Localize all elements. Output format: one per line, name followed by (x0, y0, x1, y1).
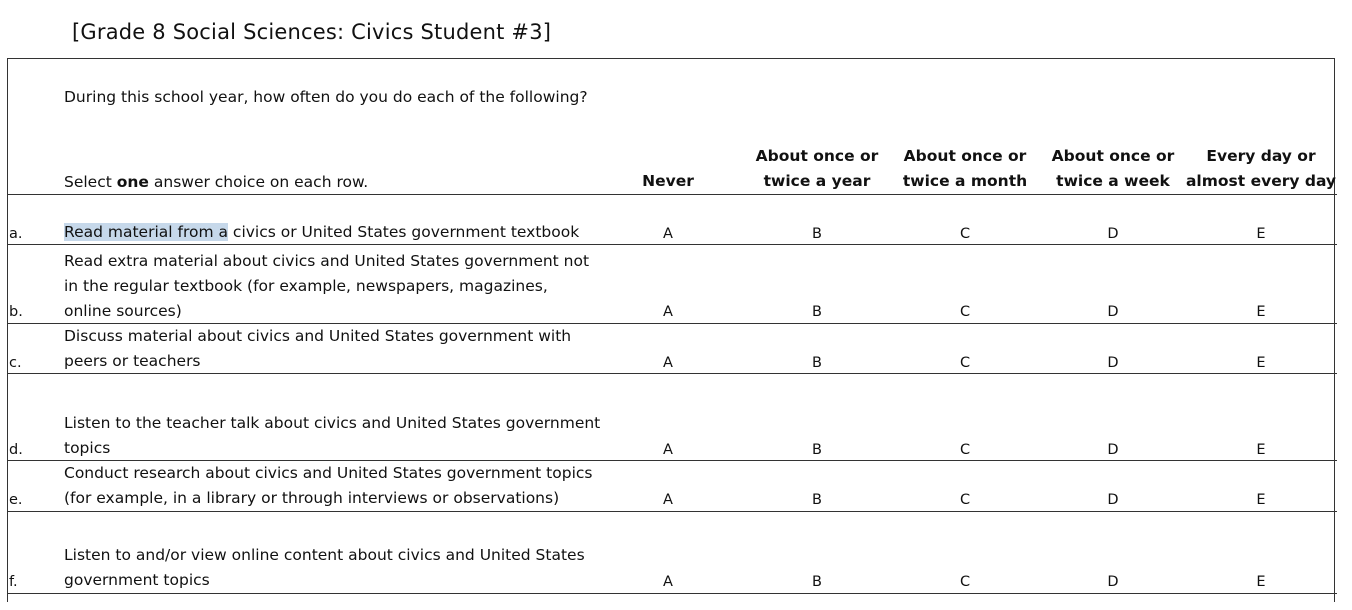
answer-choice-b-d[interactable]: D (1107, 304, 1119, 320)
column-header-week (1052, 144, 1175, 194)
answer-choice-e-c[interactable]: C (959, 492, 971, 508)
row-text-c (64, 324, 624, 374)
answer-choice-e-b[interactable]: B (812, 492, 822, 508)
answer-choice-f-e[interactable]: E (1256, 574, 1266, 590)
answer-choice-b-c[interactable]: C (959, 304, 971, 320)
column-header-day (1186, 144, 1336, 194)
row-divider-f (7, 593, 1337, 594)
answer-choice-d-a[interactable]: A (663, 442, 673, 458)
answer-choice-a-d[interactable]: D (1107, 226, 1119, 242)
answer-choice-e-e[interactable]: E (1256, 492, 1266, 508)
question-text: During this school year, how often do you do each of the following? (64, 88, 588, 106)
answer-choice-d-d[interactable]: D (1107, 442, 1119, 458)
answer-choice-c-e[interactable]: E (1256, 355, 1266, 371)
row-text-f (64, 543, 624, 593)
answer-choice-f-b[interactable]: B (812, 574, 822, 590)
row-text-line: (for example, in a library or through interviews or observations) (64, 489, 560, 507)
column-header-line2: twice a week (1056, 172, 1170, 190)
row-letter-c: c. (9, 355, 22, 371)
row-text-d (64, 411, 624, 461)
page-title: [Grade 8 Social Sciences: Civics Student #3] (72, 20, 552, 44)
column-header-line1: About once or (903, 147, 1027, 165)
answer-choice-f-a[interactable]: A (663, 574, 673, 590)
answer-choice-d-b[interactable]: B (812, 442, 822, 458)
row-letter-a: a. (9, 226, 23, 242)
row-letter-e: e. (9, 492, 23, 508)
answer-choice-c-c[interactable]: C (959, 355, 971, 371)
answer-choice-c-b[interactable]: B (812, 355, 822, 371)
column-header-line2: twice a year (763, 172, 871, 190)
column-header-line2: almost every day (1185, 172, 1337, 190)
answer-choice-b-b[interactable]: B (812, 304, 822, 320)
column-header-line1: About once or (755, 147, 879, 165)
answer-choice-c-d[interactable]: D (1107, 355, 1119, 371)
row-text-line: online sources) (64, 302, 182, 320)
instruction-bold: one (116, 173, 149, 191)
answer-choice-a-e[interactable]: E (1256, 226, 1266, 242)
row-text-line: in the regular textbook (for example, newspapers, magazines, (64, 277, 548, 295)
row-text-line: Listen to and/or view online content about civics and United States (64, 546, 585, 564)
row-letter-b: b. (9, 304, 23, 320)
row-letter-d: d. (9, 442, 23, 458)
selected-text-highlight[interactable]: Read material from a (64, 223, 228, 241)
answer-choice-a-c[interactable]: C (959, 226, 971, 242)
row-divider-e (7, 511, 1337, 512)
instruction-before: Select (64, 173, 117, 191)
column-header-year (756, 144, 879, 194)
row-text-line: government topics (64, 571, 210, 589)
column-header-line1: Every day or (1206, 147, 1316, 165)
column-header-month (903, 144, 1027, 194)
row-text-b (64, 249, 624, 324)
answer-choice-f-d[interactable]: D (1107, 574, 1119, 590)
row-text-line: Read extra material about civics and United States government not (64, 252, 590, 270)
row-letter-f: f. (9, 574, 18, 590)
row-text-line: Discuss material about civics and United States government with (64, 327, 572, 345)
answer-choice-a-b[interactable]: B (812, 226, 822, 242)
row-text-line: Listen to the teacher talk about civics and United States government (64, 414, 601, 432)
row-text-line: topics (64, 439, 111, 457)
answer-choice-d-c[interactable]: C (959, 442, 971, 458)
instruction-after: answer choice on each row. (148, 173, 369, 191)
instruction-text (64, 170, 368, 195)
row-text-line: Conduct research about civics and United States government topics (64, 464, 593, 482)
answer-choice-b-a[interactable]: A (663, 304, 673, 320)
answer-choice-b-e[interactable]: E (1256, 304, 1266, 320)
row-text-e (64, 461, 624, 511)
column-header-line2: twice a month (902, 172, 1028, 190)
answer-choice-f-c[interactable]: C (959, 574, 971, 590)
answer-choice-a-a[interactable]: A (663, 226, 673, 242)
column-header-line1: About once or (1051, 147, 1175, 165)
answer-choice-e-d[interactable]: D (1107, 492, 1119, 508)
row-text-line: peers or teachers (64, 352, 201, 370)
answer-choice-d-e[interactable]: E (1256, 442, 1266, 458)
row-text-line: civics or United States government textbook (228, 223, 580, 241)
column-header-line1 (642, 144, 694, 169)
answer-choice-e-a[interactable]: A (663, 492, 673, 508)
row-text-a (64, 220, 624, 245)
column-header-line2: Never (642, 172, 694, 190)
answer-choice-c-a[interactable]: A (663, 355, 673, 371)
column-header-never (642, 144, 694, 194)
